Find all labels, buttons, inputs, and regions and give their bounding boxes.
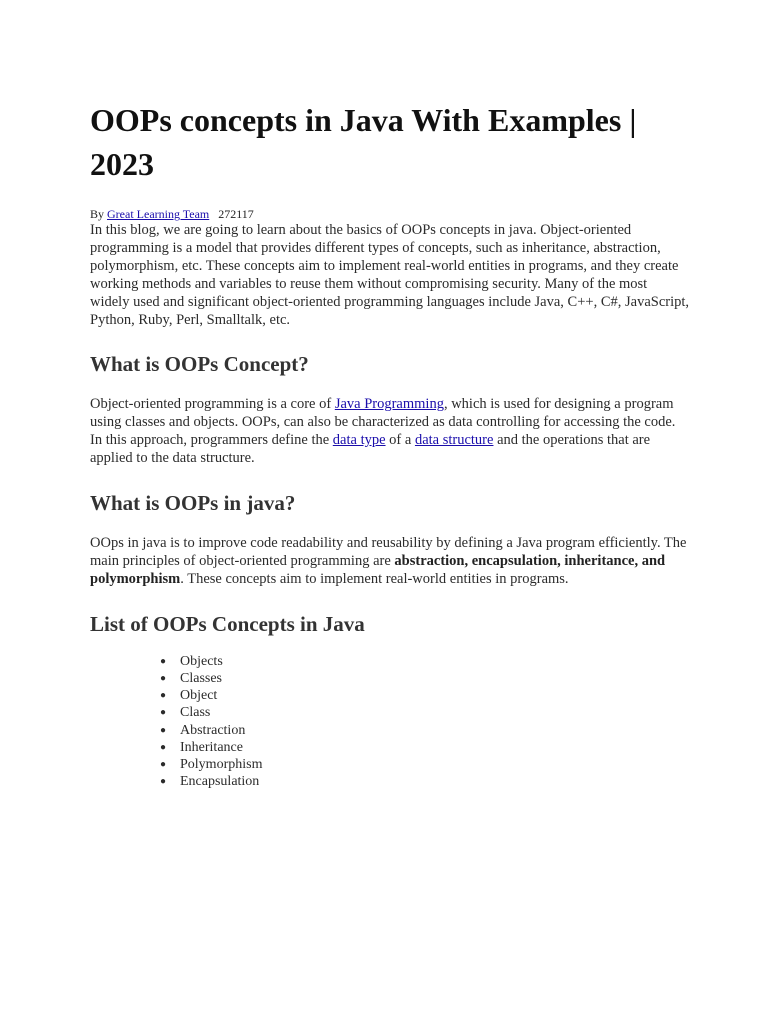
text-segment: , which is used for designing a program using classes and objects. OOPs, can also be characterized as data controlling for accessing the code. In this approach, programmers define the [90, 396, 676, 449]
list-item-label: Object [180, 688, 218, 704]
section-paragraph-oops-in-java [90, 535, 690, 589]
text-segment: . These concepts aim to implement real-world entities in programs. [180, 570, 569, 587]
list-item-label: Objects [180, 653, 223, 669]
text-segment: Object-oriented programming is a core of [90, 396, 335, 413]
data-structure-link[interactable]: data structure [414, 432, 494, 449]
text-segment: and the operations that are applied to the data structure. [90, 432, 651, 467]
author-link[interactable]: Great Learning Team [107, 207, 210, 221]
view-count: 272117 [218, 207, 254, 221]
section-heading-oops-in-java: What is OOPs in java? [90, 491, 296, 516]
list-item [160, 687, 690, 704]
text-segment: OOps in java is to improve code readability and reusability by defining a Java program efficiently. The main principles of object-oriented programming are [90, 535, 687, 569]
bullet-icon: ● [160, 741, 167, 753]
list-item [160, 653, 690, 670]
bullet-icon: ● [160, 672, 167, 684]
text-segment: of a [385, 432, 415, 449]
bullet-icon: ● [160, 707, 167, 719]
section-heading-oops-concept: What is OOPs Concept? [90, 352, 309, 377]
bullet-icon: ● [160, 724, 167, 736]
data-type-link[interactable]: data type [332, 432, 386, 449]
bullet-icon: ● [160, 776, 167, 788]
list-item [160, 756, 690, 773]
list-item-label: Class [180, 705, 211, 721]
intro-paragraph: In this blog, we are going to learn about the basics of OOPs concepts in java. Object-oriented programming is a model that provides different types of concepts, such as inheritance, abstraction, polymorphism, etc. These concepts aim to implement real-world entities in programs, and they create working methods and variables to reuse them without compromising security. Many of the most widely used and significant object-oriented programming languages include Java, C++, C#, JavaScript, Python, Ruby, Perl, Smalltalk, etc. [90, 222, 690, 328]
concepts-list [90, 653, 690, 791]
list-item-label: Abstraction [180, 722, 246, 738]
list-item-label: Classes [180, 670, 222, 686]
list-item [160, 704, 690, 721]
java-programming-link[interactable]: Java Programming [334, 396, 444, 413]
section-paragraph-oops-concept [90, 396, 690, 468]
list-item-label: Inheritance [180, 739, 243, 755]
section-heading-list-of-concepts: List of OOPs Concepts in Java [90, 611, 365, 636]
principles-bold: abstraction, encapsulation, inheritance, and polymorphism [90, 552, 666, 587]
byline [90, 206, 690, 222]
list-item-label: Encapsulation [180, 774, 260, 790]
list-item [160, 739, 690, 756]
byline-prefix: By [90, 207, 105, 221]
bullet-icon: ● [160, 655, 167, 667]
bullet-icon: ● [160, 690, 167, 702]
bullet-icon: ● [160, 759, 167, 770]
list-item [160, 773, 690, 790]
page-title: OOPs concepts in Java With Examples | 2023 [90, 102, 637, 182]
list-item-label: Polymorphism [180, 757, 263, 772]
list-item [160, 722, 690, 739]
article-page [90, 0, 690, 790]
list-item [160, 670, 690, 687]
